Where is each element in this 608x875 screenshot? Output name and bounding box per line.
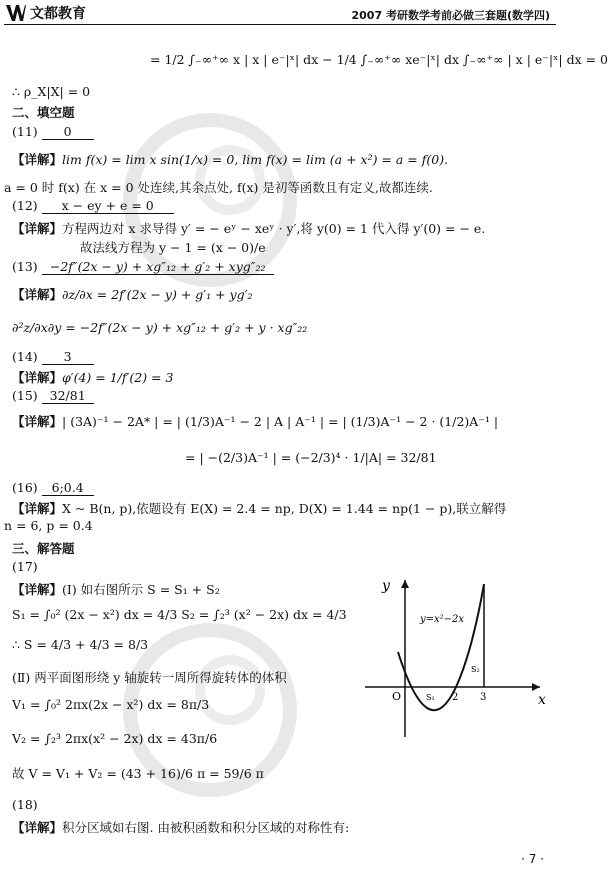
tick-2-label: 2 (452, 692, 459, 703)
solution-15-cont: = | −(2/3)A⁻¹ | = (−2/3)⁴ · 1/|A| = 32/81 (185, 450, 437, 465)
solution-14 (12, 368, 173, 386)
solution-text: φ′(4) = 1/f′(2) = 3 (62, 370, 174, 385)
solution-text: (Ⅰ) 如右图所示 S = S₁ + S₂ (62, 582, 220, 597)
question-number: (16) (12, 480, 38, 495)
question-15 (12, 388, 94, 404)
solution-17 (12, 580, 220, 598)
solution-text: lim f(x) = lim x sin(1/x) = 0, lim f(x) = lim (a + x²) = a = f(0). (62, 152, 449, 167)
question-17: (17) (12, 559, 38, 574)
solution-12-cont: 故法线方程为 y − 1 = (x − 0)/e (80, 240, 266, 255)
equation-line: = 1/2 ∫₋∞⁺∞ x | x | e⁻|ˣ| dx − 1/4 ∫₋∞⁺∞ xe⁻|ˣ| dx ∫₋∞⁺∞ | x | e⁻|ˣ| dx = 0 (150, 52, 608, 67)
solution-18 (12, 818, 349, 836)
question-number: (12) (12, 198, 38, 213)
question-number: (13) (12, 259, 38, 274)
question-number: (15) (12, 388, 38, 403)
s2-region-label: S₂ (471, 665, 480, 674)
solution-text: 方程两边对 x 求导得 y′ = − eʸ − xeʸ · y′,将 y(0) = 1 代入得 y′(0) = − e. (62, 221, 486, 236)
s1-region-label: S₁ (426, 693, 435, 702)
solution-17-v2: V₂ = ∫₂³ 2πx(x² − 2x) dx = 43π/6 (12, 731, 218, 746)
solution-tag: 【详解】 (12, 370, 63, 385)
x-axis-arrow-icon (532, 683, 540, 691)
curve-label: y=x²−2x (420, 614, 465, 625)
question-16 (12, 480, 94, 496)
solution-17-total: 故 V = V₁ + V₂ = (43 + 16)/6 π = 59/6 π (12, 766, 264, 781)
answer-blank: 3 (42, 349, 94, 365)
solution-13 (12, 285, 252, 303)
publisher-logo (6, 3, 86, 23)
answer-blank: 32/81 (42, 388, 94, 404)
question-12 (12, 198, 174, 214)
solution-tag: 【详解】 (12, 152, 63, 167)
solution-tag: 【详解】 (12, 820, 63, 835)
section-heading-problems: 三、解答题 (12, 541, 75, 556)
tick-3-label: 3 (480, 692, 487, 703)
solution-11 (12, 150, 448, 168)
solution-16-cont: n = 6, p = 0.4 (4, 518, 93, 533)
solution-17-sum: ∴ S = 4/3 + 4/3 = 8/3 (12, 637, 149, 652)
solution-text: | (3A)⁻¹ − 2A* | = | (1/3)A⁻¹ − 2 | A | A⁻¹ | = | (1/3)A⁻¹ − 2 · (1/2)A⁻¹ | (62, 414, 499, 429)
solution-17-v1: V₁ = ∫₀² 2πx(2x − x²) dx = 8π/3 (12, 697, 210, 712)
answer-blank: 0 (42, 124, 94, 140)
origin-label: O (392, 690, 402, 703)
solution-text: 积分区域如右图. 由被积函数和积分区域的对称性有: (62, 820, 350, 835)
solution-tag: 【详解】 (12, 414, 63, 429)
solution-text: X ~ B(n, p),依题设有 E(X) = 2.4 = np, D(X) = 1.44 = np(1 − p),联立解得 (62, 501, 507, 516)
solution-tag: 【详解】 (12, 287, 63, 302)
page-header (0, 0, 560, 26)
x-axis-label: x (538, 692, 546, 708)
correlation-result: ∴ ρ_X|X| = 0 (12, 84, 91, 99)
question-number: (11) (12, 124, 38, 139)
question-11 (12, 124, 94, 140)
solution-11-cont: a = 0 时 f(x) 在 x = 0 处连续,其余点处, f(x) 是初等函数且有定义,故都连续. (4, 180, 433, 195)
answer-blank: 6;0.4 (42, 480, 94, 496)
solution-17-part2: (Ⅱ) 两平面图形绕 y 轴旋转一周所得旋转体的体积 (12, 670, 287, 685)
question-14 (12, 349, 94, 365)
section-heading-fill-in: 二、填空题 (12, 105, 75, 120)
solution-tag: 【详解】 (12, 582, 63, 597)
solution-12 (12, 219, 485, 237)
question-18: (18) (12, 797, 38, 812)
logo-text: 文都教育 (30, 6, 86, 22)
header-divider (4, 24, 556, 25)
question-13 (12, 259, 274, 275)
parabola-curve (398, 584, 487, 710)
solution-text: ∂z/∂x = 2f′(2x − y) + g′₁ + yg′₂ (62, 287, 253, 302)
solution-17-s1s2: S₁ = ∫₀² (2x − x²) dx = 4/3 S₂ = ∫₂³ (x² − 2x) dx = 4/3 (12, 607, 347, 622)
solution-tag: 【详解】 (12, 221, 63, 236)
answer-blank: −2f″(2x − y) + xg″₁₂ + g′₂ + xyg″₂₂ (42, 259, 274, 275)
logo-mark-icon (6, 5, 26, 21)
solution-tag: 【详解】 (12, 501, 63, 516)
solution-15 (12, 412, 498, 430)
answer-blank: x − ey + e = 0 (42, 198, 174, 214)
solution-16 (12, 499, 506, 517)
parabola-graph (360, 572, 550, 742)
book-title: 2007 考研数学考前必做三套题(数学四) (351, 9, 550, 22)
page-number: · 7 · (521, 852, 544, 866)
question-number: (14) (12, 349, 38, 364)
solution-13-cont: ∂²z/∂x∂y = −2f″(2x − y) + xg″₁₂ + g′₂ + y · xg″₂₂ (12, 320, 308, 335)
y-axis-label: y (382, 578, 390, 594)
y-axis-arrow-icon (401, 580, 409, 588)
